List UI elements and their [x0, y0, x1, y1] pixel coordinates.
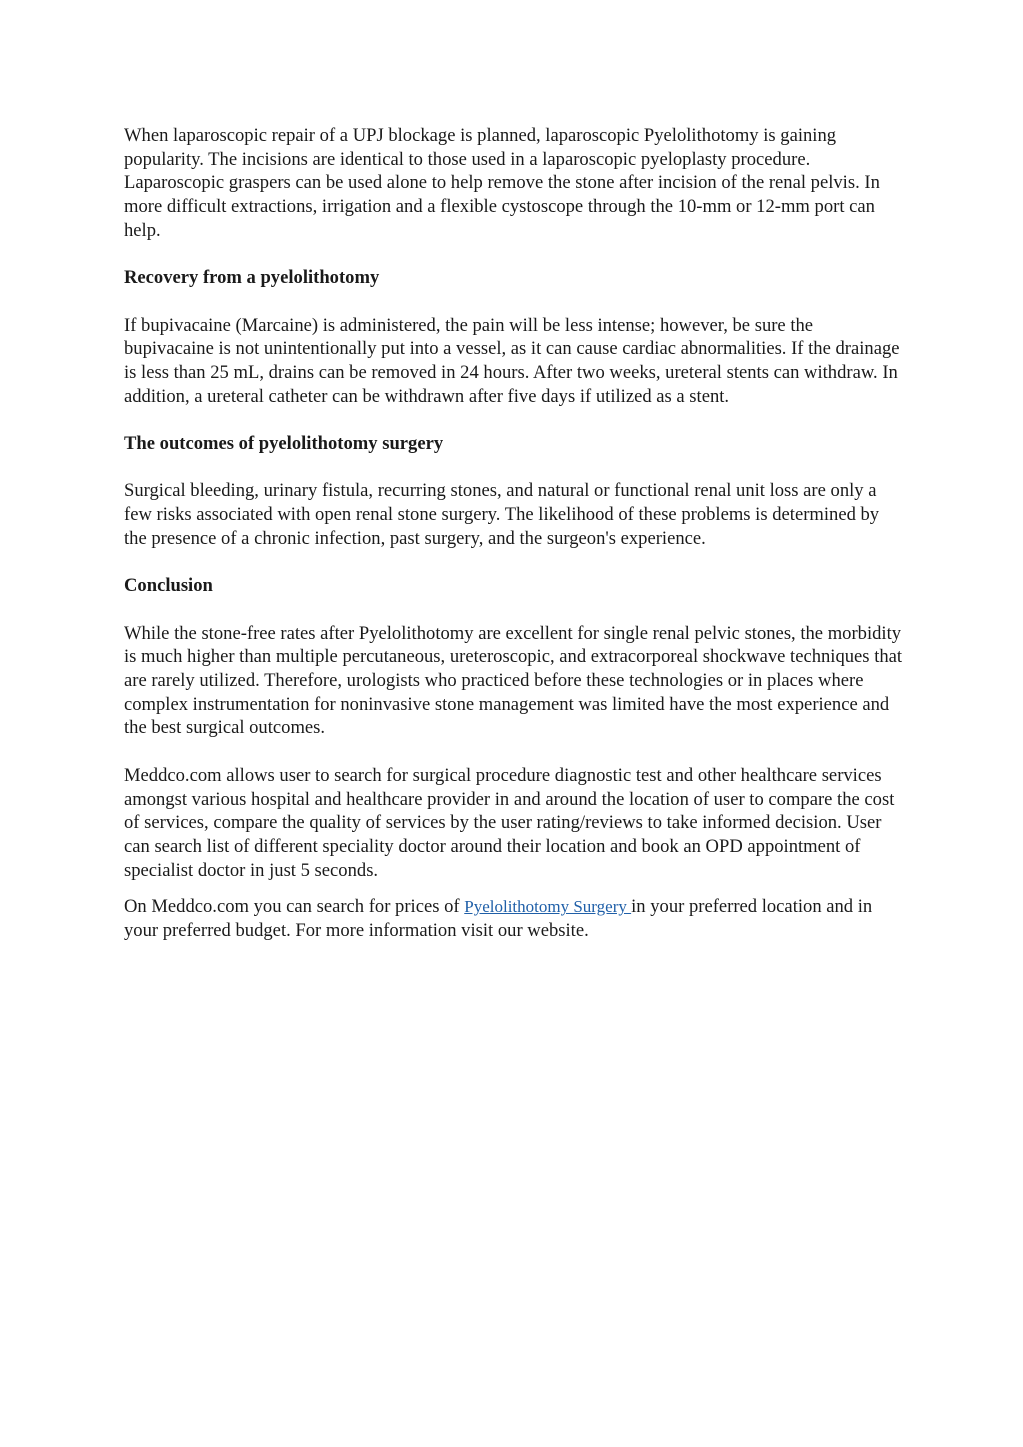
- recovery-heading: Recovery from a pyelolithotomy: [124, 267, 380, 289]
- outcomes-heading: The outcomes of pyelolithotomy surgery: [124, 433, 444, 455]
- document-body: [124, 124, 904, 943]
- outcomes-paragraph: Surgical bleeding, urinary fistula, recurring stones, and natural or functional renal unit loss are only a few risks associated with open renal stone surgery. The likelihood of these problems is determined by the presence of a chronic infection, past surgery, and the surgeon's experience.: [124, 480, 880, 549]
- meddco-paragraph: Meddco.com allows user to search for surgical procedure diagnostic test and other healthcare services amongst various hospital and healthcare provider in and around the location of user to compare the cost of services, compare the quality of services by the user rating/reviews to take informed decision. User can search list of different speciality doctor around their location and book an OPD appointment of specialist doctor in just 5 seconds.: [124, 764, 895, 881]
- conclusion-paragraph: While the stone-free rates after Pyelolithotomy are excellent for single renal pelvic stones, the morbidity is much higher than multiple percutaneous, ureteroscopic, and extracorporeal shockwave techniques that are rarely utilized. Therefore, urologists who practiced before these technologies or in places where complex instrumentation for noninvasive stone management was limited have the most experience and the best surgical outcomes.: [124, 622, 903, 739]
- final-paragraph: [124, 895, 904, 942]
- final-text-after-link: in your preferred location and in your preferred budget. For more information visit our website.: [124, 896, 873, 942]
- pyelolithotomy-surgery-link[interactable]: Pyelolithotomy Surgery: [464, 897, 632, 917]
- intro-paragraph: When laparoscopic repair of a UPJ blockage is planned, laparoscopic Pyelolithotomy is gaining popularity. The incisions are identical to those used in a laparoscopic pyeloplasty procedure. Laparoscopic graspers can be used alone to help remove the stone after incision of the renal pelvis. In more difficult extractions, irrigation and a flexible cystoscope through the 10-mm or 12-mm port can help.: [124, 125, 880, 241]
- final-text-before-link: On Meddco.com you can search for prices of: [124, 896, 465, 918]
- recovery-paragraph: If bupivacaine (Marcaine) is administered, the pain will be less intense; however, be sure the bupivacaine is not unintentionally put into a vessel, as it can cause cardiac abnormalities. If the drainage is less than 25 mL, drains can be removed in 24 hours. After two weeks, ureteral stents can withdraw. In addition, a ureteral catheter can be withdrawn after five days if utilized as a stent.: [124, 314, 900, 407]
- conclusion-heading: Conclusion: [124, 575, 213, 597]
